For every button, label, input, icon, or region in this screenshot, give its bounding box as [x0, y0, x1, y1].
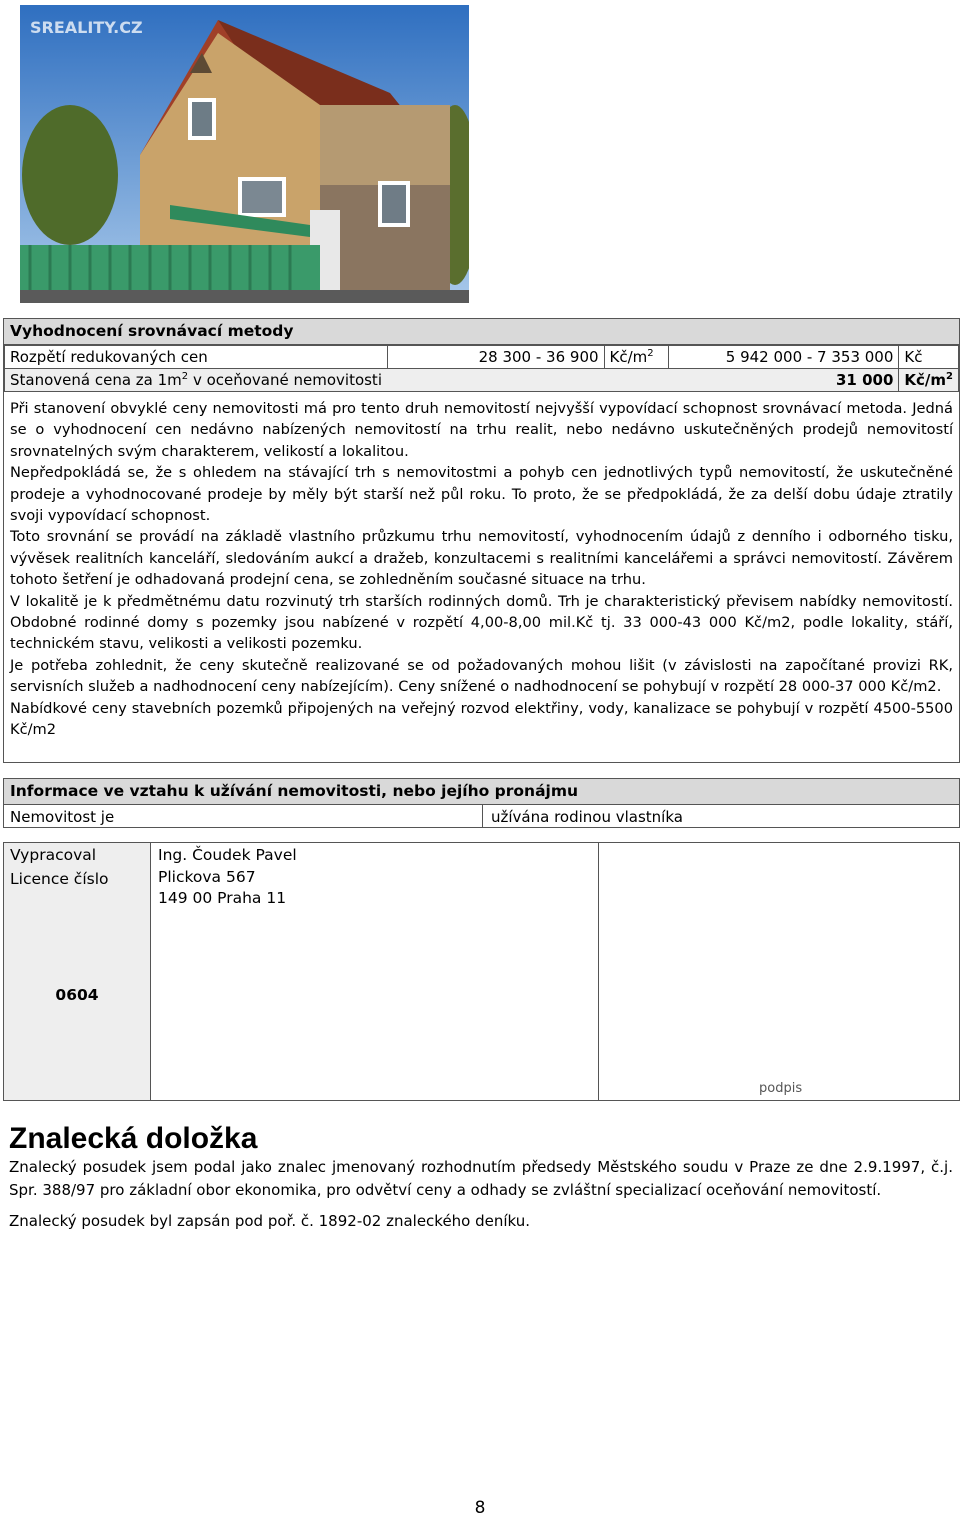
- range-total-unit: Kč: [899, 346, 959, 369]
- comparison-title: Vyhodnocení srovnávací metody: [4, 319, 959, 345]
- author-city: 149 00 Praha 11: [158, 889, 287, 907]
- usage-title: Informace ve vztahu k užívání nemovitosti, nebo jejího pronájmu: [4, 779, 959, 805]
- range-unit: $Kč/m^2$: [604, 346, 668, 369]
- page-number: 8: [474, 1498, 486, 1518]
- price-row: [5, 369, 959, 392]
- usage-section: [3, 778, 960, 828]
- range-total: 5 942 000 - 7 353 000: [668, 346, 899, 369]
- paragraph: Při stanovení obvyklé ceny nemovitosti má pro tento druh nemovitostí nejvyšší vypovídací schopnost srovnávací metoda. Jedná se o vyhodnocení cen nedávno nabízených nemovitostí na trhu realit, nebo nedávno uskutečněných prodejů nemovitostí srovnatelných svým charakterem, velikostí a lokalitou.: [10, 400, 953, 460]
- clause-text: [9, 1156, 953, 1242]
- range-row: [5, 346, 959, 369]
- house-photo: [20, 5, 469, 303]
- price-unit: $Kč/m^2$: [899, 369, 959, 392]
- clause-title: Znalecká doložka: [9, 1122, 258, 1155]
- license-label: Licence číslo: [10, 870, 109, 888]
- signature-box: [599, 843, 959, 1100]
- range-value: 28 300 - 36 900: [387, 346, 604, 369]
- author-street: Plickova 567: [158, 867, 256, 886]
- paragraph: Je potřeba zohlednit, že ceny skutečně realizované se od požadovaných mohou lišit (v závislosti na započítané provizi RK, servisních služeb a nadhodnocení ceny nabízejícím). Ceny snížené o nadhodnocení se pohybují v rozpětí 28 000-37 000 Kč/m2.: [10, 656, 953, 696]
- paragraph: Nepředpokládá se, že s ohledem na stávající trh s nemovitostmi a pohyb cen jednotlivých typů nemovitostí, že uskutečněné prodeje a vyhodnocované prodeje by měly být starší než půl roku. To proto, že se předpokládá, že za delší dobu údaje ztratily svoji vypovídací schopnost.: [10, 464, 953, 525]
- clause-paragraph: Znalecký posudek jsem podal jako znalec jmenovaný rozhodnutím předsedy Městského soudu v Praze ze dne 2.9.1997, č.j. Spr. 388/97 pro základní obor ekonomika, pro odvětví ceny a odhady se zvláštní specializací oceňování nemovitostí.: [9, 1158, 953, 1199]
- license-number: 0604: [55, 986, 99, 1004]
- price-value: 31 000: [387, 369, 899, 392]
- clause-paragraph: Znalecký posudek byl zapsán pod poř. č. 1892-02 znaleckého deníku.: [9, 1212, 531, 1230]
- paragraph: Nabídkové ceny stavebních pozemků připojených na veřejný rozvod elektřiny, vody, kanalizace se pohybují v rozpětí 4500-5500 Kč/m2: [10, 699, 953, 739]
- comparison-text: [4, 392, 959, 741]
- usage-value: užívána rodinou vlastníka: [491, 808, 683, 826]
- author-section: [3, 842, 960, 1101]
- signature-label: podpis: [759, 1081, 803, 1096]
- usage-row: [4, 805, 959, 827]
- comparison-section: [3, 318, 960, 763]
- range-label: Rozpětí redukovaných cen: [5, 346, 388, 369]
- author-address: [151, 843, 599, 1100]
- price-table: [4, 345, 959, 392]
- prepared-label: Vypracoval: [10, 846, 97, 864]
- author-name: Ing. Čoudek Pavel: [158, 846, 297, 864]
- usage-label: Nemovitost je: [4, 805, 483, 827]
- watermark-text: SREALITY.CZ: [30, 18, 143, 37]
- price-label: Stanovená cena za $1m^2$ v oceňované nemovitosti: [5, 369, 388, 392]
- paragraph: V lokalitě je k předmětnému datu rozvinutý trh starších rodinných domů. Trh je charakteristický převisem nabídky nemovitostí. Obdobné rodinné domy s pozemky jsou nabízené v rozpětí 4,00-8,00 mil.Kč tj. 33 000-43 000 Kč/m2, podle lokality, stáří, technickém stavu, velikosti a velikosti pozemku.: [10, 592, 953, 653]
- author-labels: [4, 843, 151, 1100]
- paragraph: Toto srovnání se provádí na základě vlastního průzkumu trhu nemovitostí, vyhodnocením údajů z denního i odborného tisku, vývěsek realitních kanceláří, sledováním aukcí a dražeb, konzultacemi s realitními kancelářemi a správci nemovitostí. Závěrem tohoto šetření je odhadovaná prodejní cena, se zohledněním současné situace na trhu.: [10, 528, 953, 589]
